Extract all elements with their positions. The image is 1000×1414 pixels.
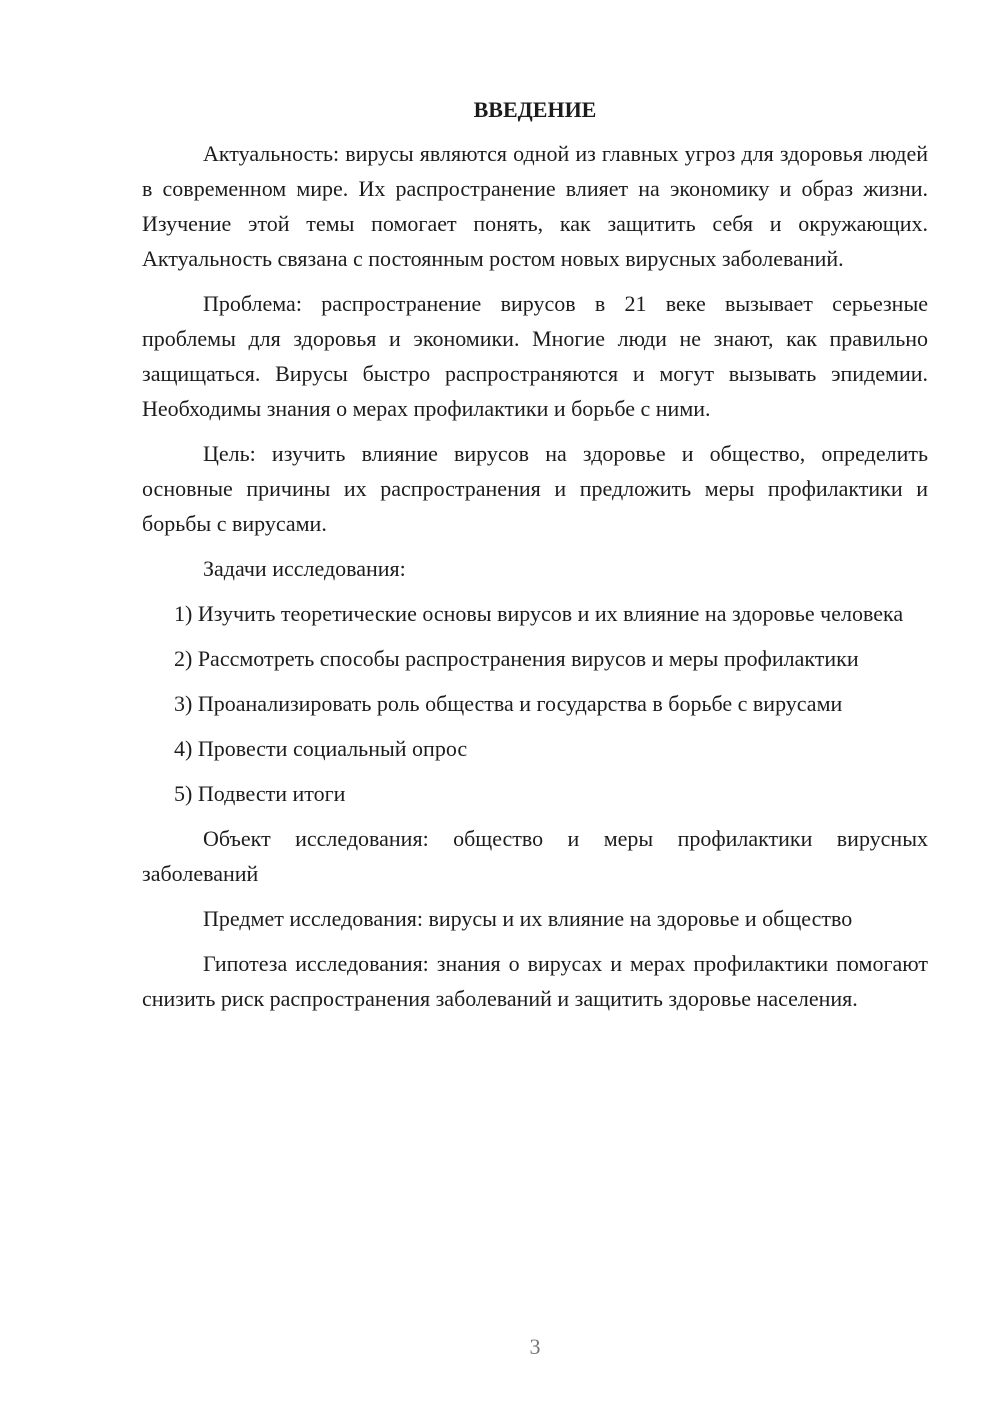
object-paragraph: Объект исследования: общество и меры профилактики вирусных заболеваний: [142, 826, 928, 886]
problem-paragraph: Проблема: распространение вирусов в 21 веке вызывает серьезные проблемы для здоровья и экономики. Многие люди не знают, как правильно защищаться. Вирусы быстро распространяются и могут вызывать эпидемии. Необходимы знания о мерах профилактики и борьбе с ними.: [142, 291, 928, 421]
relevance-paragraph: Актуальность: вирусы являются одной из главных угроз для здоровья людей в современном мире. Их распространение влияет на экономику и образ жизни. Изучение этой темы помогает понять, как защитить себя и окружающих. Актуальность связана с постоянным ростом новых вирусных заболеваний.: [142, 141, 928, 271]
task-item-2: 2) Рассмотреть способы распространения вирусов и меры профилактики: [174, 646, 859, 671]
goal-paragraph: Цель: изучить влияние вирусов на здоровье и общество, определить основные причины их распространения и предложить меры профилактики и борьбы с вирусами.: [142, 441, 928, 536]
task-item-5: 5) Подвести итоги: [174, 781, 346, 806]
page-number: 3: [529, 1334, 541, 1359]
task-item-4: 4) Провести социальный опрос: [174, 736, 468, 761]
task-item-1: 1) Изучить теоретические основы вирусов и их влияние на здоровье человека: [174, 601, 904, 626]
section-title: ВВЕДЕНИЕ: [473, 97, 597, 122]
task-item-3: 3) Проанализировать роль общества и государства в борьбе с вирусами: [174, 691, 843, 716]
subject-paragraph: Предмет исследования: вирусы и их влияние на здоровье и общество: [203, 906, 853, 931]
page-content: [142, 92, 928, 1026]
tasks-heading: Задачи исследования:: [203, 556, 406, 581]
hypothesis-paragraph: Гипотеза исследования: знания о вирусах и мерах профилактики помогают снизить риск распространения заболеваний и защитить здоровье населения.: [142, 951, 928, 1011]
